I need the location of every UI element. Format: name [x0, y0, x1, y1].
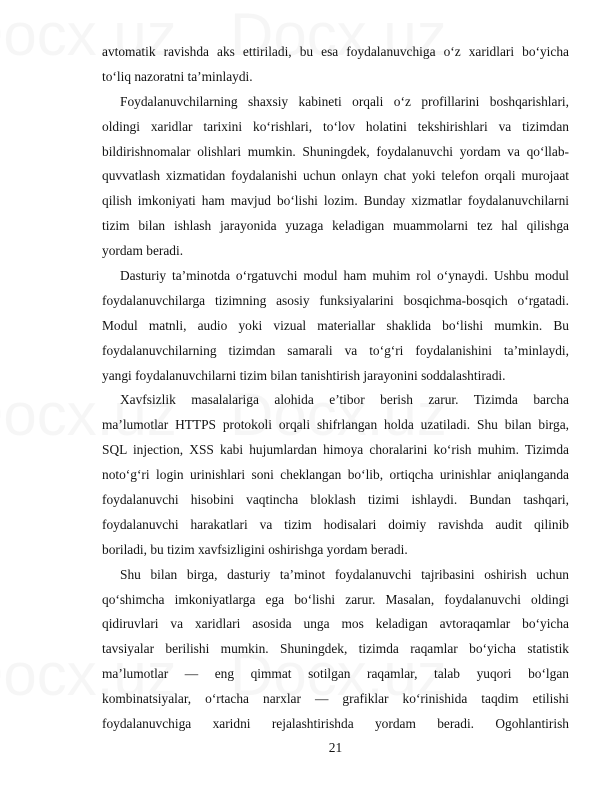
text-line: oldingi xaridlar tarixini ko‘rishlari, to‘lov holatini tekshirishlari va tizimdan [102, 118, 569, 134]
text-line: kombinatsiyalar, o‘rtacha narxlar — grafiklar ko‘rinishida taqdim etilishi [102, 691, 569, 707]
text-line: Shu bilan birga, dasturiy ta’minot foydalanuvchi tajribasini oshirish uchun [120, 566, 569, 582]
paragraph [102, 388, 569, 562]
text-line: foydalanuvchiga xaridni rejalashtirishda yordam beradi. Ogohlantirish [102, 716, 569, 732]
text-line: boriladi, bu tizim xavfsizligini oshirishga yordam beradi. [102, 541, 408, 557]
text-line: bildirishnomalar olishlari mumkin. Shuningdek, foydalanuvchi yordam va qo‘llab- [102, 143, 569, 159]
text-line: foydalanuvchilarning tizimdan samarali va to‘g‘ri foydalanishini ta’minlaydi, [102, 342, 569, 358]
paragraph [102, 90, 569, 264]
text-line: quvvatlash xizmatidan foydalanishi uchun onlayn chat yoki telefon orqali murojaat [102, 168, 569, 184]
text-line: foydalanuvchi hisobini vaqtincha bloklash tizimi ishlaydi. Bundan tashqari, [102, 492, 569, 508]
document-body [102, 40, 569, 737]
text-line: avtomatik ravishda aks ettiriladi, bu esa foydalanuvchiga o‘z xaridlari bo‘yicha [102, 44, 569, 59]
text-line: ma’lumotlar HTTPS protokoli orqali shifrlangan holda uzatiladi. Shu bilan birga, [102, 417, 569, 433]
paragraph [102, 264, 569, 388]
text-line: SQL injection, XSS kabi hujumlardan himoya choralarini ko‘rish muhim. Tizimda [102, 442, 569, 458]
text-line: foydalanuvchilarga tizimning asosiy funksiyalarini bosqichma-bosqich o‘rgatadi. [102, 292, 569, 308]
text-line: qilish imkoniyati ham mavjud bo‘lishi lozim. Bunday xizmatlar foydalanuvchilarni [102, 193, 569, 209]
text-line: foydalanuvchi harakatlari va tizim hodisalari doimiy ravishda audit qilinib [102, 516, 569, 532]
page-number: 21 [328, 740, 343, 755]
paragraph [102, 40, 569, 90]
text-line: yordam beradi. [102, 243, 184, 259]
text-line: Xavfsizlik masalalariga alohida e’tibor berish zarur. Tizimda barcha [120, 392, 569, 408]
text-line: ma’lumotlar — eng qimmat sotilgan raqamlar, talab yuqori bo‘lgan [102, 666, 569, 682]
text-line: qo‘shimcha imkoniyatlarga ega bo‘lishi zarur. Masalan, foydalanuvchi oldingi [102, 591, 569, 607]
text-line: tavsiyalar berilishi mumkin. Shuningdek, tizimda raqamlar bo‘yicha statistik [102, 641, 569, 657]
text-line: Modul matnli, audio yoki vizual materiallar shaklida bo‘lishi mumkin. Bu [102, 317, 569, 333]
text-line: Foydalanuvchilarning shaxsiy kabineti orqali o‘z profillarini boshqarishlari, [120, 93, 569, 109]
text-line: tizim bilan ishlash jarayonida yuzaga keladigan muammolarni tez hal qilishga [102, 218, 569, 234]
text-line: yangi foydalanuvchilarni tizim bilan tanishtirish jarayonini soddalashtiradi. [102, 367, 506, 383]
text-line: qidiruvlari va xaridlari asosida unga mos keladigan avtoraqamlar bo‘yicha [102, 616, 569, 632]
text-line: to‘liq nazoratni ta’minlaydi. [102, 68, 253, 84]
paragraph [102, 563, 569, 737]
text-line: noto‘g‘ri login urinishlari soni cheklangan bo‘lib, ortiqcha urinishlar aniqlanganda [102, 467, 569, 483]
text-line: Dasturiy ta’minotda o‘rgatuvchi modul ham muhim rol o‘ynaydi. Ushbu modul [120, 268, 569, 284]
